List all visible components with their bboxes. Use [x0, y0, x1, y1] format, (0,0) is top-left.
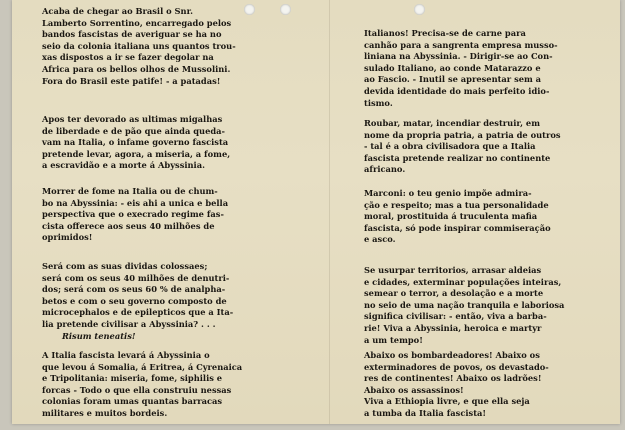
paragraph-marconi: Marconi: o teu genio impõe admira- ção e respeito; mas a tua personalidade moral, prostituida á truculenta mafia fascista, só pode inspirar commiseração e asco. — [364, 188, 551, 245]
paragraph-italianos: Italianos! Precisa-se de carne para canhão para a sangrenta empresa musso- liniana na Abyssinia. - Dirigir-se ao Con- sulado Italiano, ao conde Matarazzo e ao Fascio. - Inutil se apresentar sem a devida identidade do mais perfeito idio- tismo. — [364, 28, 558, 108]
punch-hole — [414, 4, 425, 15]
center-fold — [329, 0, 330, 424]
paragraph-roubar: Roubar, matar, incendiar destruir, em nome da propria patria, a patria de outros - tal é a obra civilisadora que a Italia fascista pretende realizar no continente africano. — [364, 118, 561, 175]
paragraph-liberdade: Apos ter devorado as ultimas migalhas de liberdade e de pão que ainda queda- vam na Italia, o infame governo fascista pretende levar, agora, a miseria, a fome, a escravidão e a morte á Abyssinia. — [42, 114, 231, 171]
paragraph-dividas: Será com as suas dividas colossaes; será com os seus 40 milhões de denutri- dos; será com os seus 60 % de analpha- betos e com o seu governo composto de microcephalos e de epilepticos que a Ita- lia pretende civilisar a Abyssinia? . . . — [42, 261, 234, 329]
paragraph-civilisar: Se usurpar territorios, arrasar aldeias e cidades, exterminar populações inteiras, semear o terror, a desolação e a morte no seio de uma nação tranquila e laboriosa significa civilisar: - então, viva a barba- rie! Viva a Abyssinia, heroica e martyr a um tempo! — [364, 265, 565, 345]
paragraph-colonias: A Italia fascista levará á Abyssinia o que levou á Somalia, á Eritrea, á Cyrenaica e Tripolitania: miseria, fome, siphilis e forcas - Todo o que ella construiu nessas colonias foram umas quantas barracas militares e muitos bordeis. — [42, 350, 243, 418]
paragraph-morrer-de-fome: Morrer de fome na Italia ou de chum- bo na Abyssinia: - eis ahi a unica e bella perspectiva que o execrado regime fas- cista offerece aos seus 40 milhões de oprimidos! — [42, 186, 229, 243]
paragraph-sorrentino: Acaba de chegar ao Brasil o Snr. Lamberto Sorrentino, encarregado pelos bandos fascistas de averiguar se ha no seio da colonia italiana uns quantos trou- xas dispostos a ir se fazer degolar na Africa para os bellos olhos de Mussolini. Fora do Brasil este patife! - a patadas! — [42, 6, 236, 86]
leaflet-sheet — [12, 0, 620, 424]
risum-teneatis: Risum teneatis! — [62, 331, 136, 341]
paragraph-abaixo: Abaixo os bombardeadores! Abaixo os exterminadores de povos, os devastado- res de continentes! Abaixo os ladrões! Abaixo os assassinos! Viva a Ethiopia livre, e que ella seja a tumba da Italia fascista! — [364, 350, 549, 418]
